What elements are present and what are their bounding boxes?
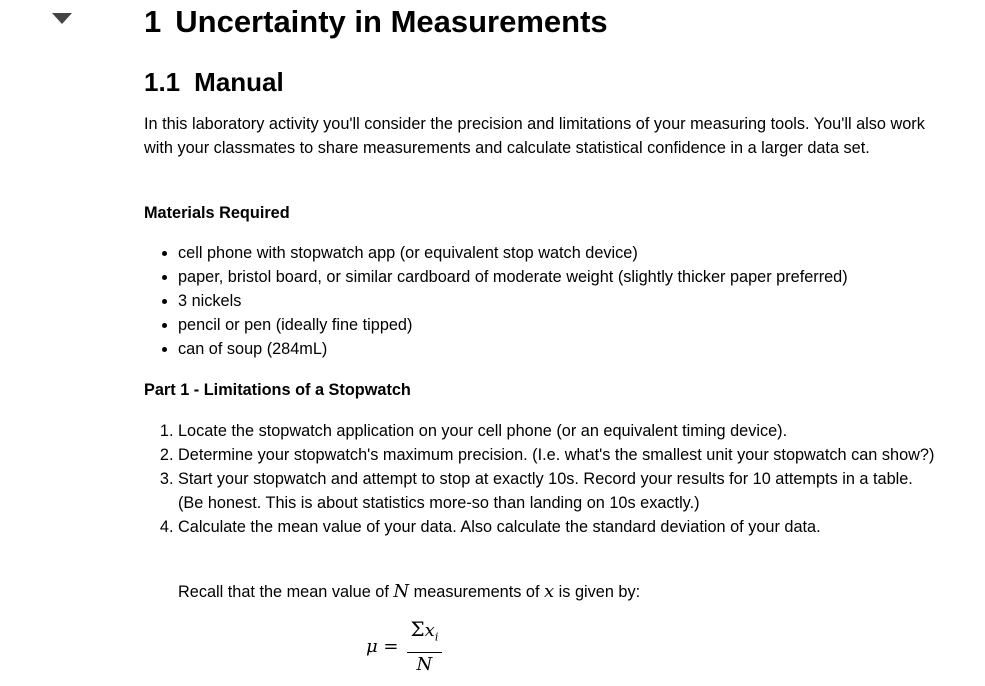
list-item: • 3 nickels [178, 289, 938, 313]
materials-heading: Materials Required [144, 204, 290, 222]
recall-middle: measurements of [409, 583, 544, 601]
subsection-number: 1.1 [144, 67, 181, 97]
list-item: • cell phone with stopwatch app (or equivalent stop watch device) [178, 241, 938, 265]
math-var-x: x [544, 581, 555, 602]
list-item: • pencil or pen (ideally fine tipped) [178, 313, 938, 337]
subsection-title: Manual [194, 67, 284, 97]
section-heading [144, 2, 608, 42]
step-item: 2. Determine your stopwatch's maximum precision. (I.e. what's the smallest unit your stopwatch can show?) [178, 443, 938, 467]
formula-denominator: N [416, 653, 433, 675]
recall-before: Recall that the mean value of [178, 583, 394, 601]
steps-list [144, 419, 938, 539]
mean-formula [366, 616, 442, 677]
step-item: 1. Locate the stopwatch application on your cell phone (or an equivalent timing device). [178, 419, 938, 443]
list-item: • paper, bristol board, or similar cardboard of moderate weight (slightly thicker paper preferred) [178, 265, 938, 289]
sigma-symbol: Σ [410, 617, 425, 641]
list-item: • can of soup (284mL) [178, 337, 938, 361]
formula-fraction [407, 616, 443, 677]
part1-heading: Part 1 - Limitations of a Stopwatch [144, 381, 411, 399]
materials-list [144, 241, 938, 361]
section-title: Uncertainty in Measurements [175, 4, 608, 39]
recall-after: is given by: [554, 583, 641, 601]
collapse-toggle-icon[interactable] [52, 13, 72, 24]
section-number: 1 [144, 4, 162, 39]
recall-text [178, 580, 640, 604]
numerator-var: x [424, 620, 435, 641]
formula-numerator [407, 616, 443, 653]
numerator-subscript: i [434, 630, 439, 644]
formula-lhs: μ = [366, 635, 399, 657]
subsection-heading [144, 65, 284, 99]
step-item: 4. Calculate the mean value of your data. Also calculate the standard deviation of your data. [178, 515, 938, 539]
intro-paragraph: In this laboratory activity you'll consider the precision and limitations of your measuring tools. You'll also work with your classmates to share measurements and calculate statistical confidence in a larger data set. [144, 115, 925, 157]
step-item: 3. Start your stopwatch and attempt to stop at exactly 10s. Record your results for 10 attempts in a table. (Be honest. This is about statistics more-so than landing on 10s exactly.) [178, 467, 938, 515]
math-var-n: N [393, 581, 410, 602]
